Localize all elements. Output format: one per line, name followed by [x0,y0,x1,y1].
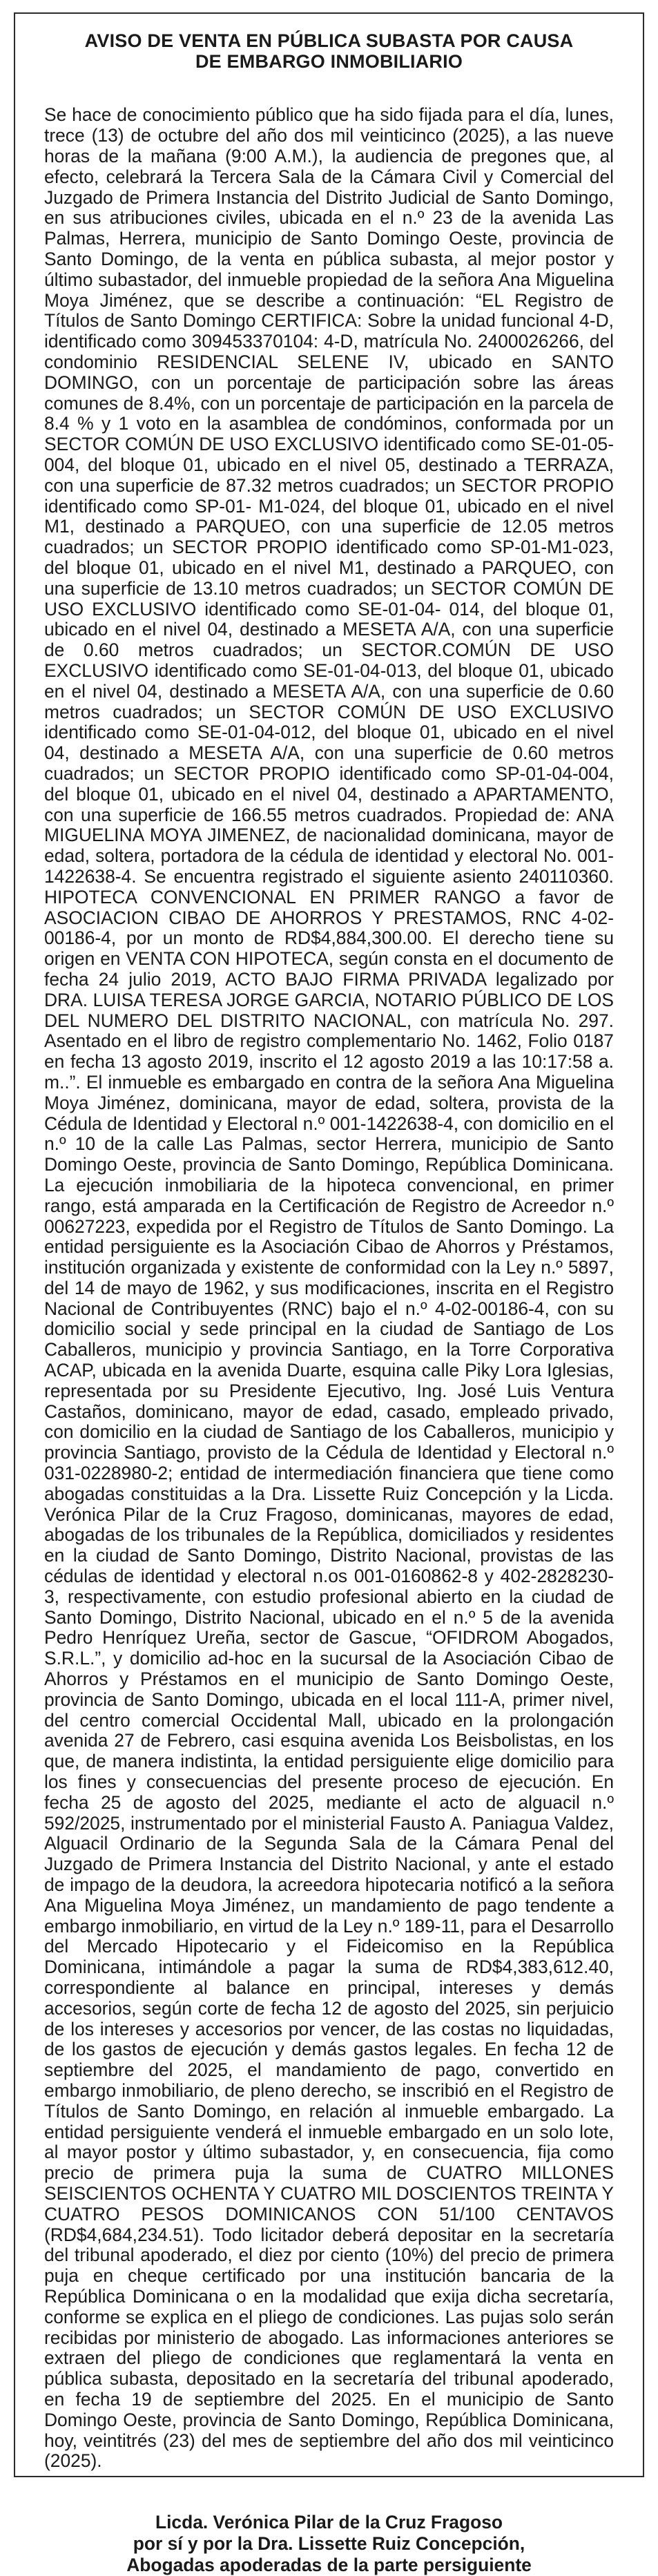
notice-title-line-1: AVISO DE VENTA EN PÚBLICA SUBASTA POR CAUSA [84,30,574,51]
notice-content [44,30,614,2576]
notice-title [44,30,614,72]
notice-body-text: Se hace de conocimiento público que ha sido fijada para el día, lunes, trece (13) de octubre del año dos mil veinticinco (2025), a las nueve horas de la mañana (9:00 A.M.), la audiencia de pregones que, al efecto, celebrará la Tercera Sala de la Cámara Civil y Comercial del Juzgado de Primera Instancia del Distrito Judicial de Santo Domingo, en sus atribuciones civiles, ubicada en el n.º 23 de la avenida Las Palmas, Herrera, municipio de Santo Domingo Oeste, provincia de Santo Domingo, de la venta en pública subasta, al mejor postor y último subastador, del inmueble propiedad de la señora Ana Miguelina Moya Jiménez, que se describe a continuación: “EL Registro de Títulos de Santo Domingo CERTIFICA: Sobre la unidad funcional 4-D, identificado como 309453370104: 4-D, matrícula No. 2400026266, del condominio RESIDENCIAL SELENE IV, ubicado en SANTO DOMINGO, con un porcentaje de participación sobre las áreas comunes de 8.4%, con un porcentaje de participación en la parcela de 8.4 % y 1 voto en la asamblea de condóminos, conformada por un SECTOR COMÚN DE USO EXCLUSIVO identificado como SE-01-05-004, del bloque 01, ubicado en el nivel 05, destinado a TERRAZA, con una superficie de 87.32 metros cuadrados; un SECTOR PROPIO identificado como SP-01- M1-024, del bloque 01, ubicado en el nivel M1, destinado a PARQUEO, con una superficie de 12.05 metros cuadrados; un SECTOR PROPIO identificado como SP-01-M1-023, del bloque 01, ubicado en el nivel M1, destinado a PARQUEO, con una superficie de 13.10 metros cuadrados; un SECTOR COMÚN DE USO EXCLUSIVO identificado como SE-01-04- 014, del bloque 01, ubicado en el nivel 04, destinado a MESETA A/A, con una superficie de 0.60 metros cuadrados; un SECTOR.COMÚN DE USO EXCLUSIVO identificado como SE-01-04-013, del bloque 01, ubicado en el nivel 04, destinado a MESETA A/A, con una superficie de 0.60 metros cuadrados; un SECTOR COMÚN DE USO EXCLUSIVO identificado como SE-01-04-012, del bloque 01, ubicado en el nivel 04, destinado a MESETA A/A, con una superficie de 0.60 metros cuadrados; un SECTOR PROPIO identificado como SP-01-04-004, del bloque 01, ubicado en el nivel 04, destinado a APARTAMENTO, con una superficie de 166.55 metros cuadrados. Propiedad de: ANA MIGUELINA MOYA JIMENEZ, de nacionalidad dominicana, mayor de edad, soltera, portadora de la cédula de identidad y electoral No. 001-1422638-4. Se encuentra registrado el siguiente asiento 240110360. HIPOTECA CONVENCIONAL EN PRIMER RANGO a favor de ASOCIACION CIBAO DE AHORROS Y PRESTAMOS, RNC 4-02-00186-4, por un monto de RD$4,884,300.00. El derecho tiene su origen en VENTA CON HIPOTECA, según consta en el documento de fecha 24 julio 2019, ACTO BAJO FIRMA PRIVADA legalizado por DRA. LUISA TERESA JORGE GARCIA, NOTARIO PÚBLICO DE LOS DEL NUMERO DEL DISTRITO NACIONAL, con matrícula No. 297. Asentado en el libro de registro complementario No. 1462, Folio 0187 en fecha 13 agosto 2019, inscrito el 12 agosto 2019 a las 10:17:58 a. m..”. El inmueble es embargado en contra de la señora Ana Miguelina Moya Jiménez, dominicana, mayor de edad, soltera, provista de la Cédula de Identidad y Electoral n.º 001-1422638-4, con domicilio en el n.º 10 de la calle Las Palmas, sector Herrera, municipio de Santo Domingo Oeste, provincia de Santo Domingo, República Dominicana. La ejecución inmobiliaria de la hipoteca convencional, en primer rango, está amparada en la Certificación de Registro de Acreedor n.º 00627223, expedida por el Registro de Títulos de Santo Domingo. La entidad persiguiente es la Asociación Cibao de Ahorros y Préstamos, institución organizada y existente de conformidad con la Ley n.º 5897, del 14 de mayo de 1962, y sus modificaciones, inscrita en el Registro Nacional de Contribuyentes (RNC) bajo el n.º 4-02-00186-4, con su domicilio social y sede principal en la ciudad de Santiago de Los Caballeros, municipio y provincia Santiago, en la Torre Corporativa ACAP, ubicada en la avenida Duarte, esquina calle Piky Lora Iglesias, representada por su Presidente Ejecutivo, Ing. José Luis Ventura Castaños, dominicano, mayor de edad, casado, empleado privado, con domicilio en la ciudad de Santiago de los Caballeros, municipio y provincia Santiago, provisto de la Cédula de Identidad y Electoral n.º 031-0228980-2; entidad de intermediación financiera que tiene como abogadas constituidas a la Dra. Lissette Ruiz Concepción y la Licda. Verónica Pilar de la Cruz Fragoso, dominicanas, mayores de edad, abogadas de los tribunales de la República, domiciliados y residentes en la ciudad de Santo Domingo, Distrito Nacional, provistas de las cédulas de identidad y electoral n.os 001-0160862-8 y 402-2828230-3, respectivamente, con estudio profesional abierto en la ciudad de Santo Domingo, Distrito Nacional, ubicado en el n.º 5 de la avenida Pedro Henríquez Ureña, sector de Gascue, “OFIDROM Abogados, S.R.L.”, y domicilio ad-hoc en la sucursal de la Asociación Cibao de Ahorros y Préstamos en el municipio de Santo Domingo Oeste, provincia de Santo Domingo, ubicada en el local 111-A, primer nivel, del centro comercial Occidental Mall, ubicado en la prolongación avenida 27 de Febrero, casi esquina avenida Los Beisbolistas, en los que, de manera indistinta, la entidad persiguiente elige domicilio para los fines y consecuencias del presente proceso de ejecución. En fecha 25 de agosto del 2025, mediante el acto de alguacil n.º 592/2025, instrumentado por el ministerial Fausto A. Paniagua Valdez, Alguacil Ordinario de la Segunda Sala de la Cámara Penal del Juzgado de Primera Instancia del Distrito Nacional, y ante el estado de impago de la deudora, la acreedora hipotecaria notificó a la señora Ana Miguelina Moya Jiménez, un mandamiento de pago tendente a embargo inmobiliario, en virtud de la Ley n.º 189-11, para el Desarrollo del Mercado Hipotecario y el Fideicomiso en la República Dominicana, intimándole a pagar la suma de RD$4,383,612.40, correspondiente al balance en principal, intereses y demás accesorios, según corte de fecha 12 de agosto del 2025, sin perjuicio de los intereses y accesorios por vencer, de las costas no liquidadas, de los gastos de ejecución y demás gastos legales. En fecha 12 de septiembre del 2025, el mandamiento de pago, convertido en embargo inmobiliario, de pleno derecho, se inscribió en el Registro de Títulos de Santo Domingo, en relación al inmueble embargado. La entidad persiguiente venderá el inmueble embargado en un solo lote, al mayor postor y último subastador, y, en consecuencia, fija como precio de primera puja la suma de CUATRO MILLONES SEISCIENTOS OCHENTA Y CUATRO MIL DOSCIENTOS TREINTA Y CUATRO PESOS DOMINICANOS CON 51/100 CENTAVOS (RD$4,684,234.51). Todo licitador deberá depositar en la secretaría del tribunal apoderado, el diez por ciento (10%) del precio de primera puja en cheque certificado por una institución bancaria de la República Dominicana o en la modalidad que exija dicha secretaría, conforme se explica en el pliego de condiciones. Las pujas solo serán recibidas por ministerio de abogado. Las informaciones anteriores se extraen del pliego de condiciones que reglamentará la venta en pública subasta, depositado en la secretaría del tribunal apoderado, en fecha 19 de septiembre del 2025. En el municipio de Santo Domingo Oeste, provincia de Santo Domingo, República Dominicana, hoy, veintitrés (23) del mes de septiembre del año dos mil veinticinco (2025). [44,104,614,2472]
notice-title-line-2: DE EMBARGO INMOBILIARIO [195,51,463,73]
signature-line-2: por sí y por la Dra. Lissette Ruiz Concepción, [133,2533,525,2555]
signature-block [44,2512,614,2576]
signature-line-3: Abogadas apoderadas de la parte persiguiente [126,2555,532,2576]
signature-line-1: Licda. Verónica Pilar de la Cruz Fragoso [155,2512,503,2533]
